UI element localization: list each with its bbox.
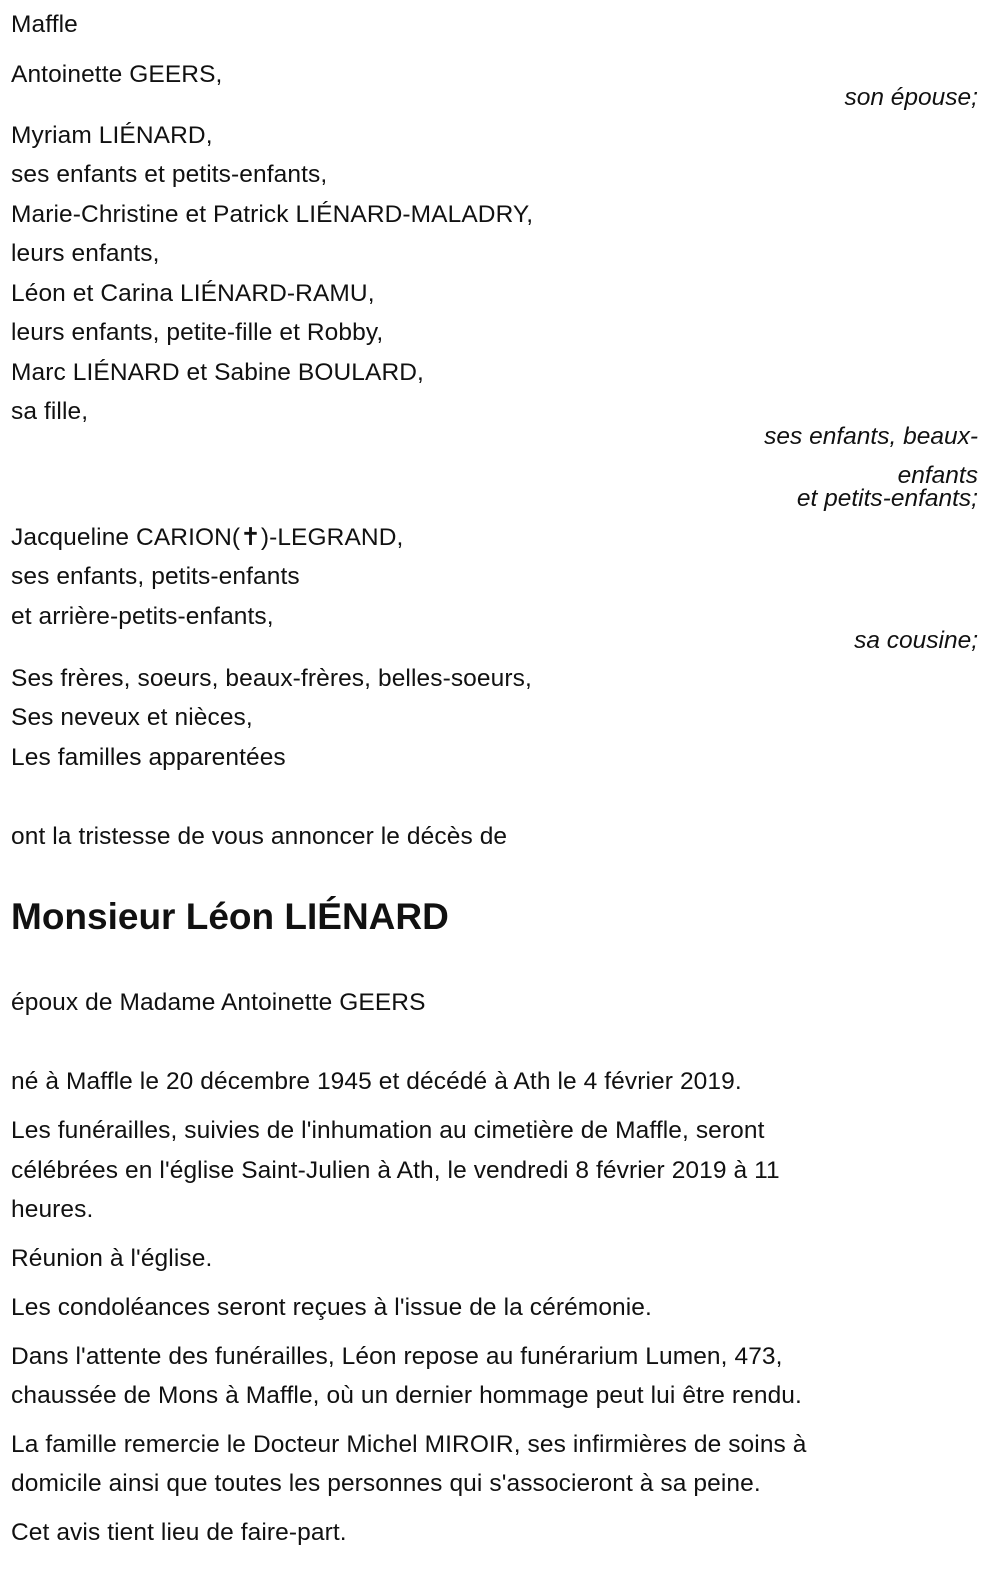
thanks-line: La famille remercie le Docteur Michel MIROIR, ses infirmières de soins à — [11, 1431, 807, 1458]
family-line: leurs enfants, petite-fille et Robby, — [11, 319, 384, 346]
family-line: Ses frères, soeurs, beaux-frères, belles-soeurs, — [11, 665, 532, 692]
spouse-name: Antoinette GEERS, — [11, 61, 223, 88]
family-line: Myriam LIÉNARD, — [11, 122, 213, 149]
children-relation-line1: ses enfants, beaux- — [764, 423, 978, 450]
family-line: Les familles apparentées — [11, 744, 286, 771]
repose-line: Dans l'attente des funérailles, Léon repose au funérarium Lumen, 473, — [11, 1343, 783, 1370]
spouse-relation: son épouse; — [844, 84, 978, 111]
family-line: Marie-Christine et Patrick LIÉNARD-MALADRY, — [11, 201, 534, 228]
place-header: Maffle — [11, 11, 78, 38]
children-relation-line3: et petits-enfants; — [796, 485, 978, 512]
meeting-info: Réunion à l'église. — [11, 1245, 213, 1272]
funeral-line: heures. — [11, 1196, 94, 1223]
children-relation-line2: enfants — [897, 462, 978, 489]
funeral-line: célébrées en l'église Saint-Julien à Ath, le vendredi 8 février 2019 à 11 — [11, 1157, 780, 1184]
thanks-line: domicile ainsi que toutes les personnes qui s'associeront à sa peine. — [11, 1470, 761, 1497]
family-line: ses enfants et petits-enfants, — [11, 161, 328, 188]
family-line: Jacqueline CARION(✝)-LEGRAND, — [11, 524, 404, 551]
family-line: Marc LIÉNARD et Sabine BOULARD, — [11, 359, 424, 386]
announcement-intro: ont la tristesse de vous annoncer le décès de — [11, 823, 508, 850]
repose-line: chaussée de Mons à Maffle, où un dernier hommage peut lui être rendu. — [11, 1382, 802, 1409]
cousin-relation: sa cousine; — [854, 627, 978, 654]
funeral-line: Les funérailles, suivies de l'inhumation au cimetière de Maffle, seront — [11, 1117, 765, 1144]
family-line: Ses neveux et nièces, — [11, 704, 253, 731]
spouse-of: époux de Madame Antoinette GEERS — [11, 989, 426, 1016]
birth-death-dates: né à Maffle le 20 décembre 1945 et décédé à Ath le 4 février 2019. — [11, 1068, 742, 1095]
deceased-name: Monsieur Léon LIÉNARD — [11, 896, 449, 937]
family-line: Léon et Carina LIÉNARD-RAMU, — [11, 280, 375, 307]
family-line: ses enfants, petits-enfants — [11, 563, 300, 590]
family-line: et arrière-petits-enfants, — [11, 603, 274, 630]
family-line: leurs enfants, — [11, 240, 160, 267]
condolences-info: Les condoléances seront reçues à l'issue de la cérémonie. — [11, 1294, 652, 1321]
notice-text: Cet avis tient lieu de faire-part. — [11, 1519, 347, 1546]
family-line: sa fille, — [11, 398, 89, 425]
